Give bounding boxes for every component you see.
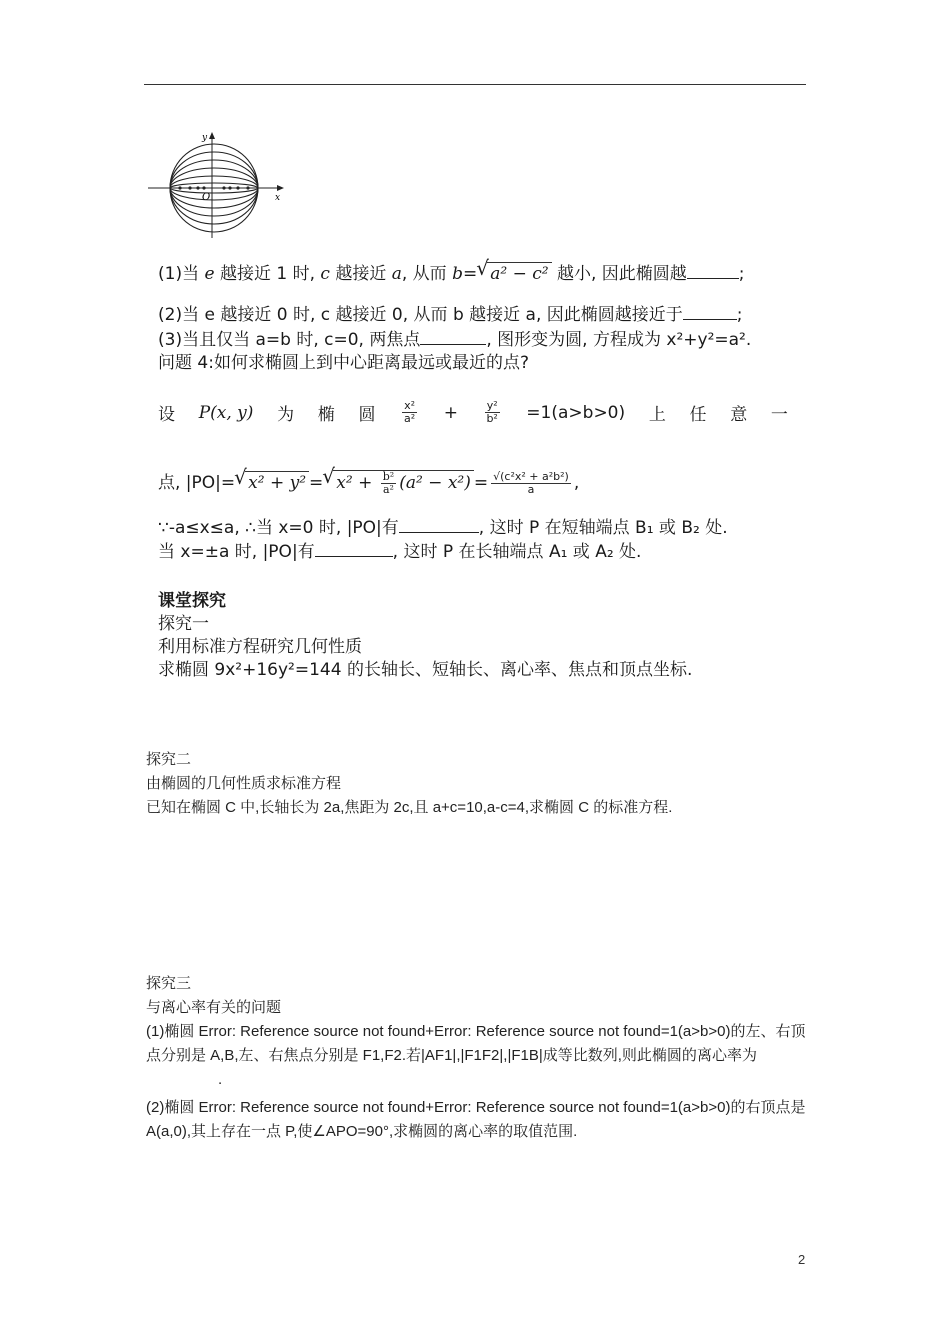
explore-1-subtitle: 利用标准方程研究几何性质 — [158, 637, 362, 657]
explore-3-problem-2: (2)椭圆 Error: Reference source not found+Error: Reference source not found=1(a>b>0)的右顶点是 A(a,0),其上存在一点 P,使∠APO=90°,求椭圆的离心率的取值范围. — [146, 1099, 806, 1140]
line-2: (2)当 e 越接近 0 时, c 越接近 0, 从而 b 越接近 a, 因此椭圆越接近于 ; — [158, 305, 743, 325]
line-8: 当 x=±a 时, |PO|有 , 这时 P 在长轴端点 A₁ 或 A₂ 处. — [158, 542, 642, 562]
y-axis-label: y — [202, 133, 208, 143]
explore-2-title: 探究二 — [146, 751, 192, 768]
fraction-y: $\frac{\text{y²}}{\text{b²}}$ — [486, 399, 498, 425]
page-number: 2 — [798, 1252, 806, 1267]
section-title: 课堂探究 — [158, 591, 226, 611]
header-rule — [144, 84, 806, 85]
explore-1-title: 探究一 — [158, 614, 209, 634]
radical: √ a² − c² — [487, 262, 551, 285]
line-1: (1)当 e 越接近 1 时, c 越接近 a, 从而 b=√ a² − c² 越小, 因此椭圆越 ; — [158, 262, 745, 285]
question-4: 问题 4:如何求椭圆上到中心距离最远或最近的点? — [158, 353, 529, 373]
explore-1-task: 求椭圆 9x²+16y²=144 的长轴长、短轴长、离心率、焦点和顶点坐标. — [158, 660, 693, 680]
fraction-x: $\frac{\text{x²}}{\text{a²}}$ — [404, 399, 416, 425]
x-axis-label: x — [275, 193, 281, 203]
line-5: 设 P(x, y) 为 椭 圆 $\frac{\text{x²}}{\text{a²}}$ + $\frac{\text{y²}}{\text{b²}}$ =1(a>b>0) 上 任 意 一 — [158, 399, 788, 425]
explore-3-problem-1: (1)椭圆 Error: Reference source not found+Error: Reference source not found=1(a>b>0)的左、右顶点分别是 A,B,左、右焦点分别是 F1,F2.若|AF1|,|F1F2|,|F1B|成等比数列,则此椭圆的离心率为. — [146, 1023, 806, 1088]
explore-3-subtitle: 与离心率有关的问题 — [146, 999, 282, 1016]
explore-2-text: 已知在椭圆 C 中,长轴长为 2a,焦距为 2c,且 a+c=10,a-c=4,求椭圆 C 的标准方程. — [146, 799, 673, 816]
explore-2-subtitle: 由椭圆的几何性质求标准方程 — [146, 775, 342, 792]
ellipse-family-figure — [146, 128, 286, 240]
line-7: ∵-a≤x≤a, ∴当 x=0 时, |PO|有 , 这时 P 在短轴端点 B₁ 或 B₂ 处. — [158, 518, 728, 538]
line-3: (3)当且仅当 a=b 时, c=0, 两焦点 , 图形变为圆, 方程成为 x²+y²=a². — [158, 330, 752, 350]
explore-3-title: 探究三 — [146, 975, 192, 992]
line-6: 点, |PO|=√ x² + y² =√ x² + $\frac{\text{b²}}{\text{a²}}$ (a² − x²) = $\frac{\text{√(c²x² + a²b²)}}{a}$ , — [158, 470, 579, 496]
origin-label: O — [202, 192, 211, 203]
